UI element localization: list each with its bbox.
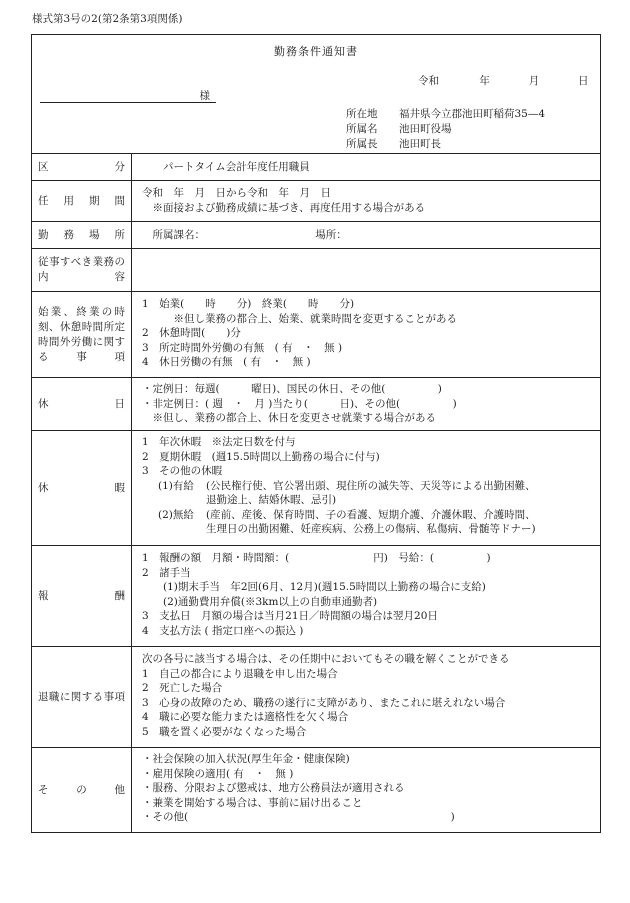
addressee-line[interactable] [40, 90, 216, 103]
row-label: 休 日 [32, 378, 132, 430]
row-other [32, 748, 600, 832]
row-value[interactable]: 1 年次休暇 ※法定日数を付与 2 夏期休暇 (週15.5時間以上勤務の場合に付与) 3 その他の休暇 (1)有給 (公民権行使、官公署出頭、現住所の滅失等、天災等による出勤困難、 退勤途上、結婚休暇、忌引) (2)無給 (産前、産後、保育時間、子の看護、短期介護、介護休暇、介護時間、 生理日の出勤困難、妊産疾病、公務上の傷病、私傷病、骨髄等ドナー) [132, 431, 600, 545]
row-value[interactable]: パートタイム会計年度任用職員 [142, 161, 310, 173]
row-term [32, 181, 600, 222]
row-value[interactable] [132, 249, 600, 291]
row-holidays [32, 378, 600, 431]
date-year: 年 [479, 75, 490, 87]
row-value[interactable]: 1 報酬の額 月額・時間額：( 円) 号給：( ) 2 諸手当 (1)期末手当 年2回(6月、12月)(週15.5時間以上勤務の場合に支給) (2)通勤費用弁償(※3km以上の自動車通勤者) 3 支払日 月額の場合は当月21日／時間額の場合は翌月20日 4 支払方法 ( 指定口座への振込 ) [142, 552, 491, 637]
row-label: 報 酬 [32, 546, 132, 646]
row-label: 休 暇 [32, 431, 132, 545]
addressee-honorific: 様 [199, 90, 210, 102]
form-header [32, 35, 600, 154]
date-month: 月 [528, 75, 540, 87]
row-value[interactable]: ・社会保険の加入状況(厚生年金・健康保険) ・雇用保険の適用( 有 ・ 無 ) ・服務、分限および懲戒は、地方公務員法が適用される ・兼業を開始する場合は、事前に届け出ること ・その他( ) [142, 753, 455, 823]
form-title: 勤務条件通知書 [274, 45, 358, 58]
form-number: 様式第3号の2(第2条第3項関係) [32, 13, 183, 25]
date-day: 日 [578, 75, 589, 87]
issuer-value: 福井県今立郡池田町稲荷35—4 [399, 108, 546, 120]
unpaid-leave: (2)無給 (産前、産後、保育時間、子の看護、短期介護、介護休暇、介護時間、 生理日の出勤困難、妊産疾病、公務上の傷病、私傷病、骨髄等ドナー) [158, 508, 536, 535]
row-category [32, 154, 600, 181]
issuer-row [346, 122, 545, 137]
issuer-label: 所在地 [346, 108, 378, 120]
issuer-label: 所属長 [346, 138, 378, 150]
issuer-row [346, 137, 545, 152]
row-label: 区 分 [32, 154, 132, 180]
row-value[interactable]: 次の各号に該当する場合は、その任期中においてもその職を解くことができる 1 自己の都合により退職を申し出た場合 2 死亡した場合 3 心身の故障のため、職務の遂行に支障があり、またこれに堪えれない場合 4 職に必要な能力または適格性を欠く場合 5 職を置く必要がなくなった場合 [142, 653, 510, 738]
row-label: 始業、終業の時刻、休憩時間所定時間外労働に関する事項 [32, 292, 132, 377]
row-leave [32, 431, 600, 546]
row-value[interactable]: ・定例日：毎週( 曜日)、国民の休日、その他( ) ・非定例日：( 週 ・ 月 )当たり( 日)、その他( ) ※但し、業務の都合上、休日を変更させ就業する場合がある [142, 383, 457, 424]
issue-date [418, 73, 589, 88]
date-era: 令和 [418, 75, 439, 87]
row-value[interactable]: 令和 年 月 日から令和 年 月 日 ※面接および勤務成績に基づき、再度任用する場合がある [142, 187, 426, 214]
paid-leave: (1)有給 (公民権行使、官公署出頭、現住所の滅失等、天災等による出勤困難、 退勤途上、結婚休暇、忌引) [158, 479, 536, 506]
row-pay [32, 546, 600, 647]
row-label: 従事すべき業務の内容 [32, 249, 132, 291]
issuer-row [346, 107, 545, 122]
row-label: 任用期間 [32, 181, 132, 221]
issuer-value: 池田町役場 [399, 123, 452, 135]
row-duties [32, 249, 600, 292]
notice-form [31, 34, 601, 833]
row-label: そ の 他 [32, 748, 132, 832]
row-value[interactable]: 所属課名： 場所： [142, 229, 347, 241]
row-label: 退職に関する事項 [32, 647, 132, 747]
row-retirement [32, 647, 600, 748]
issuer-value: 池田町長 [399, 138, 441, 150]
row-label: 勤務場所 [32, 222, 132, 248]
row-hours [32, 292, 600, 378]
row-value[interactable]: 1 始業( 時 分) 終業( 時 分) ※但し業務の都合上、始業、就業時間を変更することがある 2 休憩時間( )分 3 所定時間外労働の有無 ( 有 ・ 無 ) 4 休日労働の有無 ( 有 ・ 無 ) [142, 298, 457, 368]
row-place [32, 222, 600, 249]
issuer-label: 所属名 [346, 123, 378, 135]
issuer-block [346, 107, 545, 152]
